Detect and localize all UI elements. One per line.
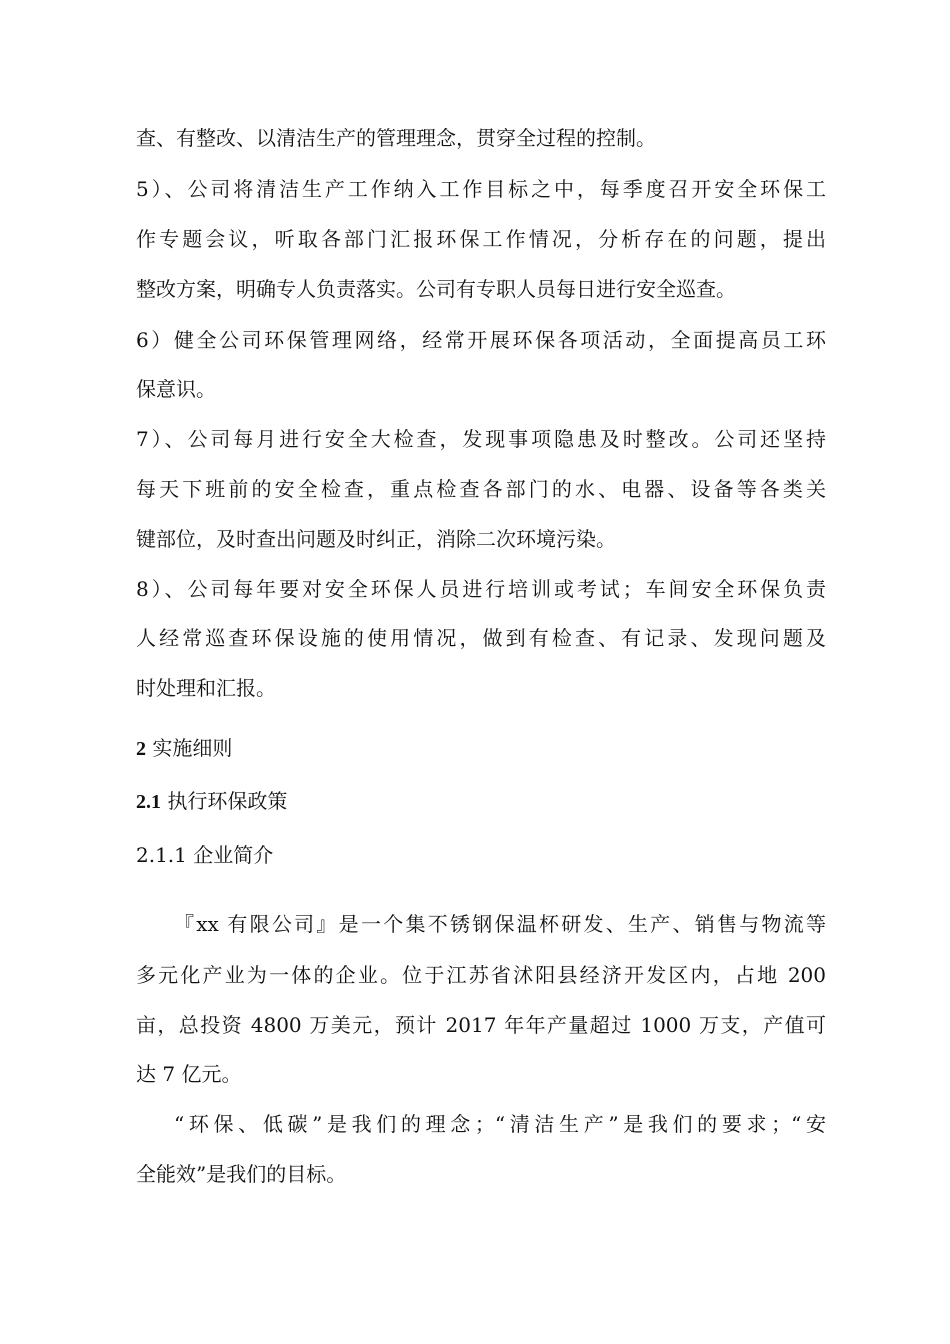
section-number: 2.1 bbox=[136, 791, 161, 813]
intro-line: 达 7 亿元。 bbox=[136, 1062, 242, 1086]
list-item-7-line: 键部位，及时查出问题及时纠正，消除二次环境污染。 bbox=[136, 527, 616, 551]
list-item-7-line: 每天下班前的安全检查，重点检查各部门的水、电器、设备等各类关 bbox=[136, 477, 826, 501]
intro-line: 亩，总投资 4800 万美元，预计 2017 年年产量超过 1000 万支，产值可 bbox=[136, 1013, 826, 1037]
list-item-7-line: 7）、公司每月进行安全大检查，发现事项隐患及时整改。公司还坚持 bbox=[136, 427, 826, 451]
motto-line: “环保、低碳”是我们的理念；“清洁生产”是我们的要求；“安 bbox=[174, 1112, 826, 1136]
paragraph-line: 查、有整改、以清洁生产的管理理念，贯穿全过程的控制。 bbox=[136, 126, 656, 150]
section-heading-2-1-1: 2.1.1 企业简介 bbox=[136, 843, 274, 867]
section-title: 实施细则 bbox=[152, 736, 233, 760]
list-item-8-line: 时处理和汇报。 bbox=[136, 676, 276, 700]
section-number: 2 bbox=[136, 738, 146, 760]
section-heading-2 bbox=[136, 733, 232, 764]
list-item-5-line: 作专题会议，听取各部门汇报环保工作情况，分析存在的问题，提出 bbox=[136, 227, 826, 251]
list-item-8-line: 人经常巡查环保设施的使用情况，做到有检查、有记录、发现问题及 bbox=[136, 626, 826, 650]
list-item-6-line: 6）健全公司环保管理网络，经常开展环保各项活动，全面提高员工环 bbox=[136, 328, 826, 352]
intro-line: 『xx 有限公司』是一个集不锈钢保温杯研发、生产、销售与物流等 bbox=[174, 912, 826, 936]
list-item-6-line: 保意识。 bbox=[136, 377, 216, 401]
list-item-5-line: 整改方案，明确专人负责落实。公司有专职人员每日进行安全巡查。 bbox=[136, 277, 736, 301]
motto-line: 全能效”是我们的目标。 bbox=[136, 1162, 347, 1186]
section-heading-2-1 bbox=[136, 786, 287, 817]
list-item-8-line: 8）、公司每年要对安全环保人员进行培训或考试；车间安全环保负责 bbox=[136, 577, 826, 601]
list-item-5-line: 5）、公司将清洁生产工作纳入工作目标之中，每季度召开安全环保工 bbox=[136, 177, 826, 201]
section-title: 执行环保政策 bbox=[167, 789, 288, 813]
intro-line: 多元化产业为一体的企业。位于江苏省沭阳县经济开发区内，占地 200 bbox=[136, 963, 826, 987]
